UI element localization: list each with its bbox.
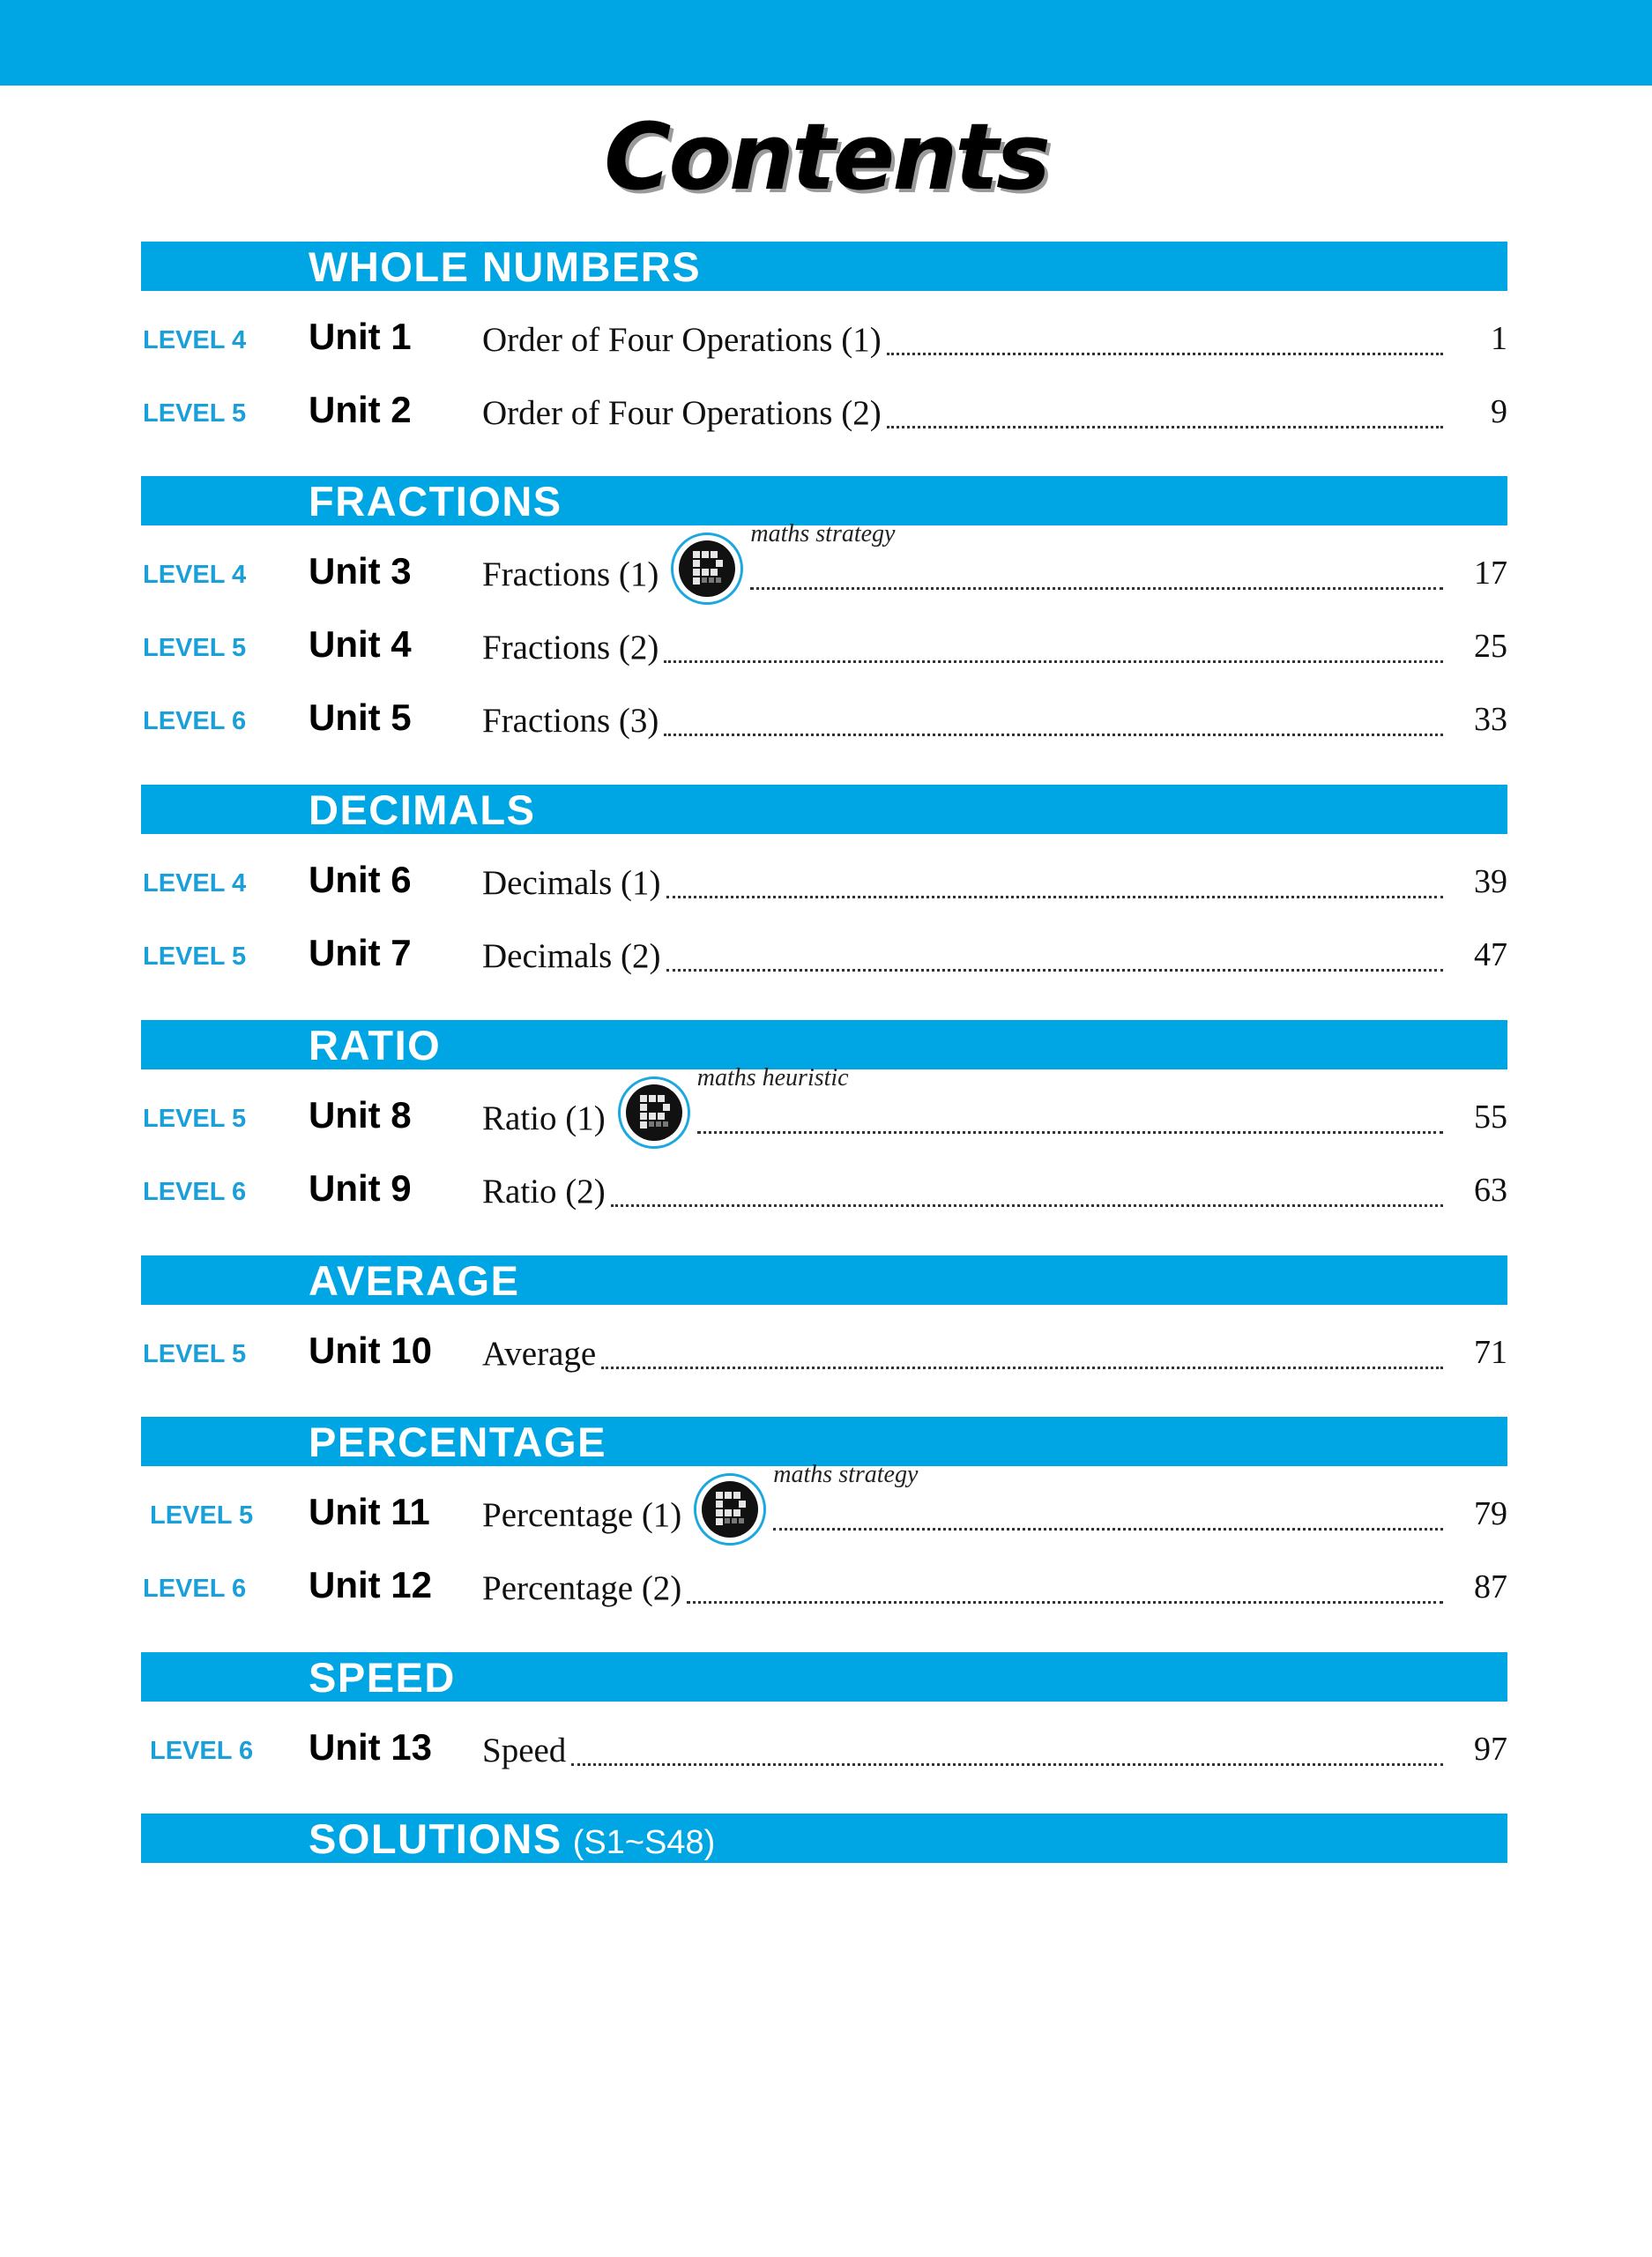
section-title [309, 1257, 519, 1305]
unit-label: Unit 10 [309, 1330, 433, 1371]
entry-title: Order of Four Operations (2) [482, 394, 882, 432]
unit-label: Unit 9 [309, 1167, 412, 1209]
page-number: 79 [1474, 1495, 1507, 1532]
unit-label: Unit 1 [309, 316, 412, 357]
dot-leader [887, 419, 1443, 428]
section-title-text: AVERAGE [309, 1257, 520, 1304]
entry-title: Percentage (2) [482, 1569, 682, 1607]
page-number: 17 [1474, 555, 1507, 592]
section-header [141, 1814, 1507, 1863]
toc-entry [0, 1717, 1652, 1779]
entry-title: Ratio (2) [482, 1173, 606, 1210]
section-title [309, 478, 562, 525]
page-number: 63 [1474, 1172, 1507, 1209]
entry-title: Fractions (1) [482, 555, 659, 593]
entry-line [482, 1330, 1443, 1374]
section-title [309, 1654, 456, 1702]
badge-note: maths heuristic [696, 1064, 849, 1091]
section-title-text: SPEED [309, 1654, 456, 1701]
dot-leader [664, 726, 1443, 736]
entry-title: Ratio (1) [482, 1099, 606, 1137]
toc-entry [0, 1321, 1652, 1382]
maths-badge-icon [618, 1064, 849, 1149]
unit-label: Unit 2 [309, 389, 412, 430]
level-label: LEVEL 5 [143, 634, 247, 662]
level-label: LEVEL 5 [150, 1501, 254, 1530]
dot-leader [666, 889, 1443, 898]
page-number: 55 [1474, 1099, 1507, 1136]
badge-note: maths strategy [773, 1461, 919, 1488]
entry-title: Decimals (1) [482, 864, 661, 902]
entry-line [482, 1064, 1443, 1138]
maths-badge-icon [694, 1461, 919, 1546]
unit-label: Unit 8 [309, 1094, 412, 1136]
level-label: LEVEL 6 [143, 1575, 247, 1603]
page-number: 71 [1474, 1334, 1507, 1371]
page-number: 39 [1474, 863, 1507, 900]
section-header [141, 1652, 1507, 1702]
page-number: 25 [1474, 628, 1507, 665]
page-number: 97 [1474, 1731, 1507, 1768]
toc-entry [0, 1461, 1652, 1544]
entry-line [482, 859, 1443, 903]
entry-line [482, 1167, 1443, 1211]
dot-leader [611, 1197, 1443, 1207]
entry-line [482, 696, 1443, 741]
section-title [309, 786, 535, 834]
section-title-text: WHOLE NUMBERS [309, 243, 702, 290]
level-label: LEVEL 5 [143, 399, 247, 428]
toc-entry [0, 850, 1652, 912]
section-page-range: (S1~S48) [572, 1824, 716, 1861]
unit-label: Unit 12 [309, 1564, 433, 1605]
entry-line [482, 1564, 1443, 1608]
entry-title: Average [482, 1335, 597, 1373]
toc-entry [0, 1064, 1652, 1147]
toc-entry [0, 923, 1652, 985]
dot-leader [887, 346, 1443, 355]
page-number: 33 [1474, 701, 1507, 738]
entry-line [482, 623, 1443, 667]
dot-leader [697, 1124, 1443, 1134]
unit-label: Unit 5 [309, 696, 412, 738]
entry-title: Fractions (3) [482, 702, 659, 740]
entry-title: Decimals (2) [482, 937, 661, 975]
dot-leader [687, 1594, 1443, 1604]
section-header [141, 1020, 1507, 1069]
entry-line [482, 932, 1443, 976]
dot-leader [664, 653, 1443, 663]
unit-label: Unit 6 [309, 859, 412, 900]
section-header [141, 1417, 1507, 1466]
section-title [309, 1022, 441, 1069]
entry-title: Fractions (2) [482, 629, 659, 667]
entry-line [482, 1726, 1443, 1770]
level-label: LEVEL 4 [143, 869, 247, 898]
toc-entry [0, 1555, 1652, 1617]
level-label: LEVEL 4 [143, 561, 247, 589]
badge-note: maths strategy [750, 520, 896, 547]
entry-line [482, 1461, 1443, 1535]
toc-entry [0, 520, 1652, 603]
section-title-text: FRACTIONS [309, 478, 562, 525]
toc-entry [0, 688, 1652, 749]
level-label: LEVEL 6 [143, 707, 247, 735]
section-header [141, 242, 1507, 291]
section-title-text: SOLUTIONS [309, 1815, 562, 1862]
level-label: LEVEL 6 [150, 1737, 254, 1765]
level-label: LEVEL 5 [143, 942, 247, 971]
dot-leader [666, 962, 1443, 972]
section-header [141, 1255, 1507, 1305]
section-title-text: PERCENTAGE [309, 1419, 606, 1465]
section-title [309, 1815, 715, 1866]
unit-label: Unit 7 [309, 932, 412, 973]
dot-leader [773, 1521, 1443, 1531]
unit-label: Unit 4 [309, 623, 412, 665]
toc-entry [0, 1158, 1652, 1220]
unit-label: Unit 13 [309, 1726, 433, 1768]
page-number: 87 [1474, 1568, 1507, 1605]
unit-label: Unit 11 [309, 1491, 430, 1532]
level-label: LEVEL 4 [143, 326, 247, 354]
entry-title: Speed [482, 1732, 567, 1769]
level-label: LEVEL 5 [143, 1340, 247, 1368]
entry-line [482, 520, 1443, 594]
unit-label: Unit 3 [309, 550, 412, 592]
level-label: LEVEL 6 [143, 1178, 247, 1206]
entry-line [482, 316, 1443, 360]
page-number: 1 [1491, 320, 1507, 357]
section-header [141, 476, 1507, 525]
dot-leader [571, 1756, 1443, 1766]
toc-entry [0, 615, 1652, 676]
dot-leader [601, 1359, 1443, 1369]
entry-title: Percentage (1) [482, 1496, 682, 1534]
section-title-text: RATIO [309, 1022, 442, 1069]
section-title [309, 1419, 606, 1466]
toc-entry [0, 380, 1652, 442]
level-label: LEVEL 5 [143, 1105, 247, 1133]
page-title: Contents [604, 103, 1048, 211]
section-title [309, 243, 701, 291]
page-number: 9 [1491, 393, 1507, 430]
entry-title: Order of Four Operations (1) [482, 321, 882, 359]
section-header [141, 785, 1507, 834]
section-title-text: DECIMALS [309, 786, 536, 833]
toc-entry [0, 307, 1652, 369]
maths-badge-icon [671, 520, 896, 605]
entry-line [482, 389, 1443, 433]
dot-leader [750, 580, 1443, 590]
page-number: 47 [1474, 936, 1507, 973]
